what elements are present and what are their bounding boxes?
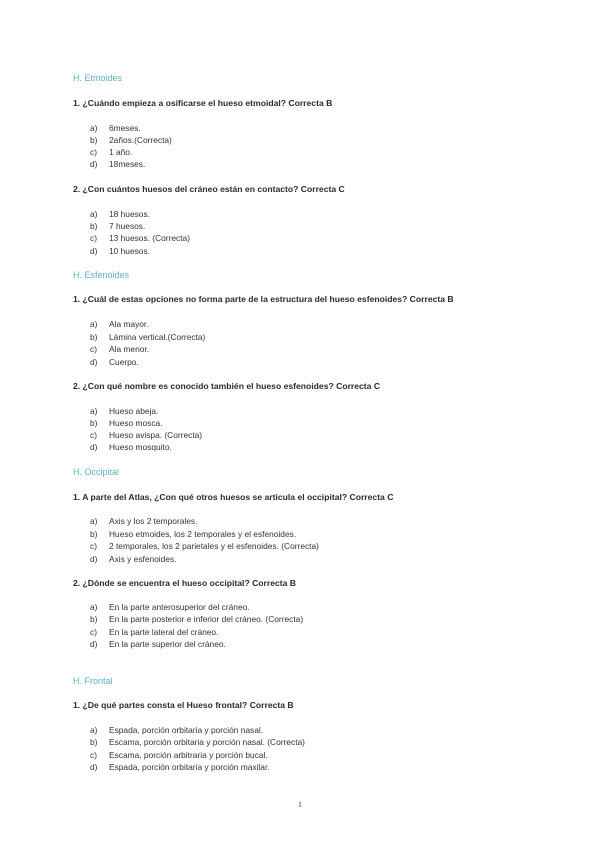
section-title-etmoides: H. Etmoides xyxy=(73,73,123,83)
document-page: H. Etmoides 1. ¿Cuándo empieza a osificarse el hueso etmoidal? Correcta B a) 6meses. b) 2años.(Correcta) c) 1 año. d) 18meses. 2. ¿Con cuántos huesos del cráneo están en contacto? Correcta C a) 18 huesos. b) 7 huesos. c) 13 huesos. (Correcta) d) 10 huesos. H. Esfenoides 1. ¿Cuál de estas opciones no forma parte de la estructura del hueso esfenoides? Correcta B a) Ala mayor. b) Lámina vertical.(Correcta) c) Ala menor. d) Cuerpo. 2. ¿Con qué nombre es conocido también el hueso esfenoides? Correcta C a) Hueso abeja. b) Hueso mosca. c) Hueso avispa. (Correcta) d) Hueso mosquito. H. Occipital 1. A parte del Atlas, ¿Con qué otros huesos se articula el occipital? Correcta C a) Axis y los 2 temporales. b) Hueso etmoides, los 2 temporales y el esfenoides. c) 2 temporales, los 2 parietales y el esfenoides. (Correcta) d) Axis y esfenoides. 2. ¿Dónde se encuentra el hueso occipital? Correcta B a) En la parte anterosuperior del cráneo. b) En la parte posterior e inferior del cráneo. (Correcta) c) En la parte lateral del cráneo. d) En la parte superior del cráneo. H. Frontal 1. ¿De qué partes consta el Hueso frontal? Correcta B a) Espada, porción orbitaria y porción nasal. b) Escama, porción orbitaria y porción nasal. (Correcta) c) Escama, porción arbitraria y porción bucal. d) Espada, porción orbitaria y porción maxilar. 1 xyxy=(0,0,600,848)
question-esfenoides-2: 2. ¿Con qué nombre es conocido también el hueso esfenoides? Correcta C xyxy=(73,381,381,391)
question-etmoides-2: 2. ¿Con cuántos huesos del cráneo están en contacto? Correcta C xyxy=(73,184,345,194)
section-title-occipital: H. Occipital xyxy=(73,467,120,477)
question-occipital-2: 2. ¿Dónde se encuentra el hueso occipital? Correcta B xyxy=(73,578,297,588)
question-etmoides-1: 1. ¿Cuándo empieza a osificarse el hueso etmoidal? Correcta B xyxy=(73,98,333,108)
question-esfenoides-1: 1. ¿Cuál de estas opciones no forma parte de la estructura del hueso esfenoides? Correcta B xyxy=(73,294,454,304)
section-title-esfenoides: H. Esfenoides xyxy=(73,270,130,280)
question-frontal-1: 1. ¿De qué partes consta el Hueso frontal? Correcta B xyxy=(73,700,294,710)
question-occipital-1: 1. A parte del Atlas, ¿Con qué otros huesos se articula el occipital? Correcta C xyxy=(73,492,394,502)
page-number: 1 xyxy=(298,800,302,809)
section-title-frontal: H. Frontal xyxy=(73,676,113,686)
